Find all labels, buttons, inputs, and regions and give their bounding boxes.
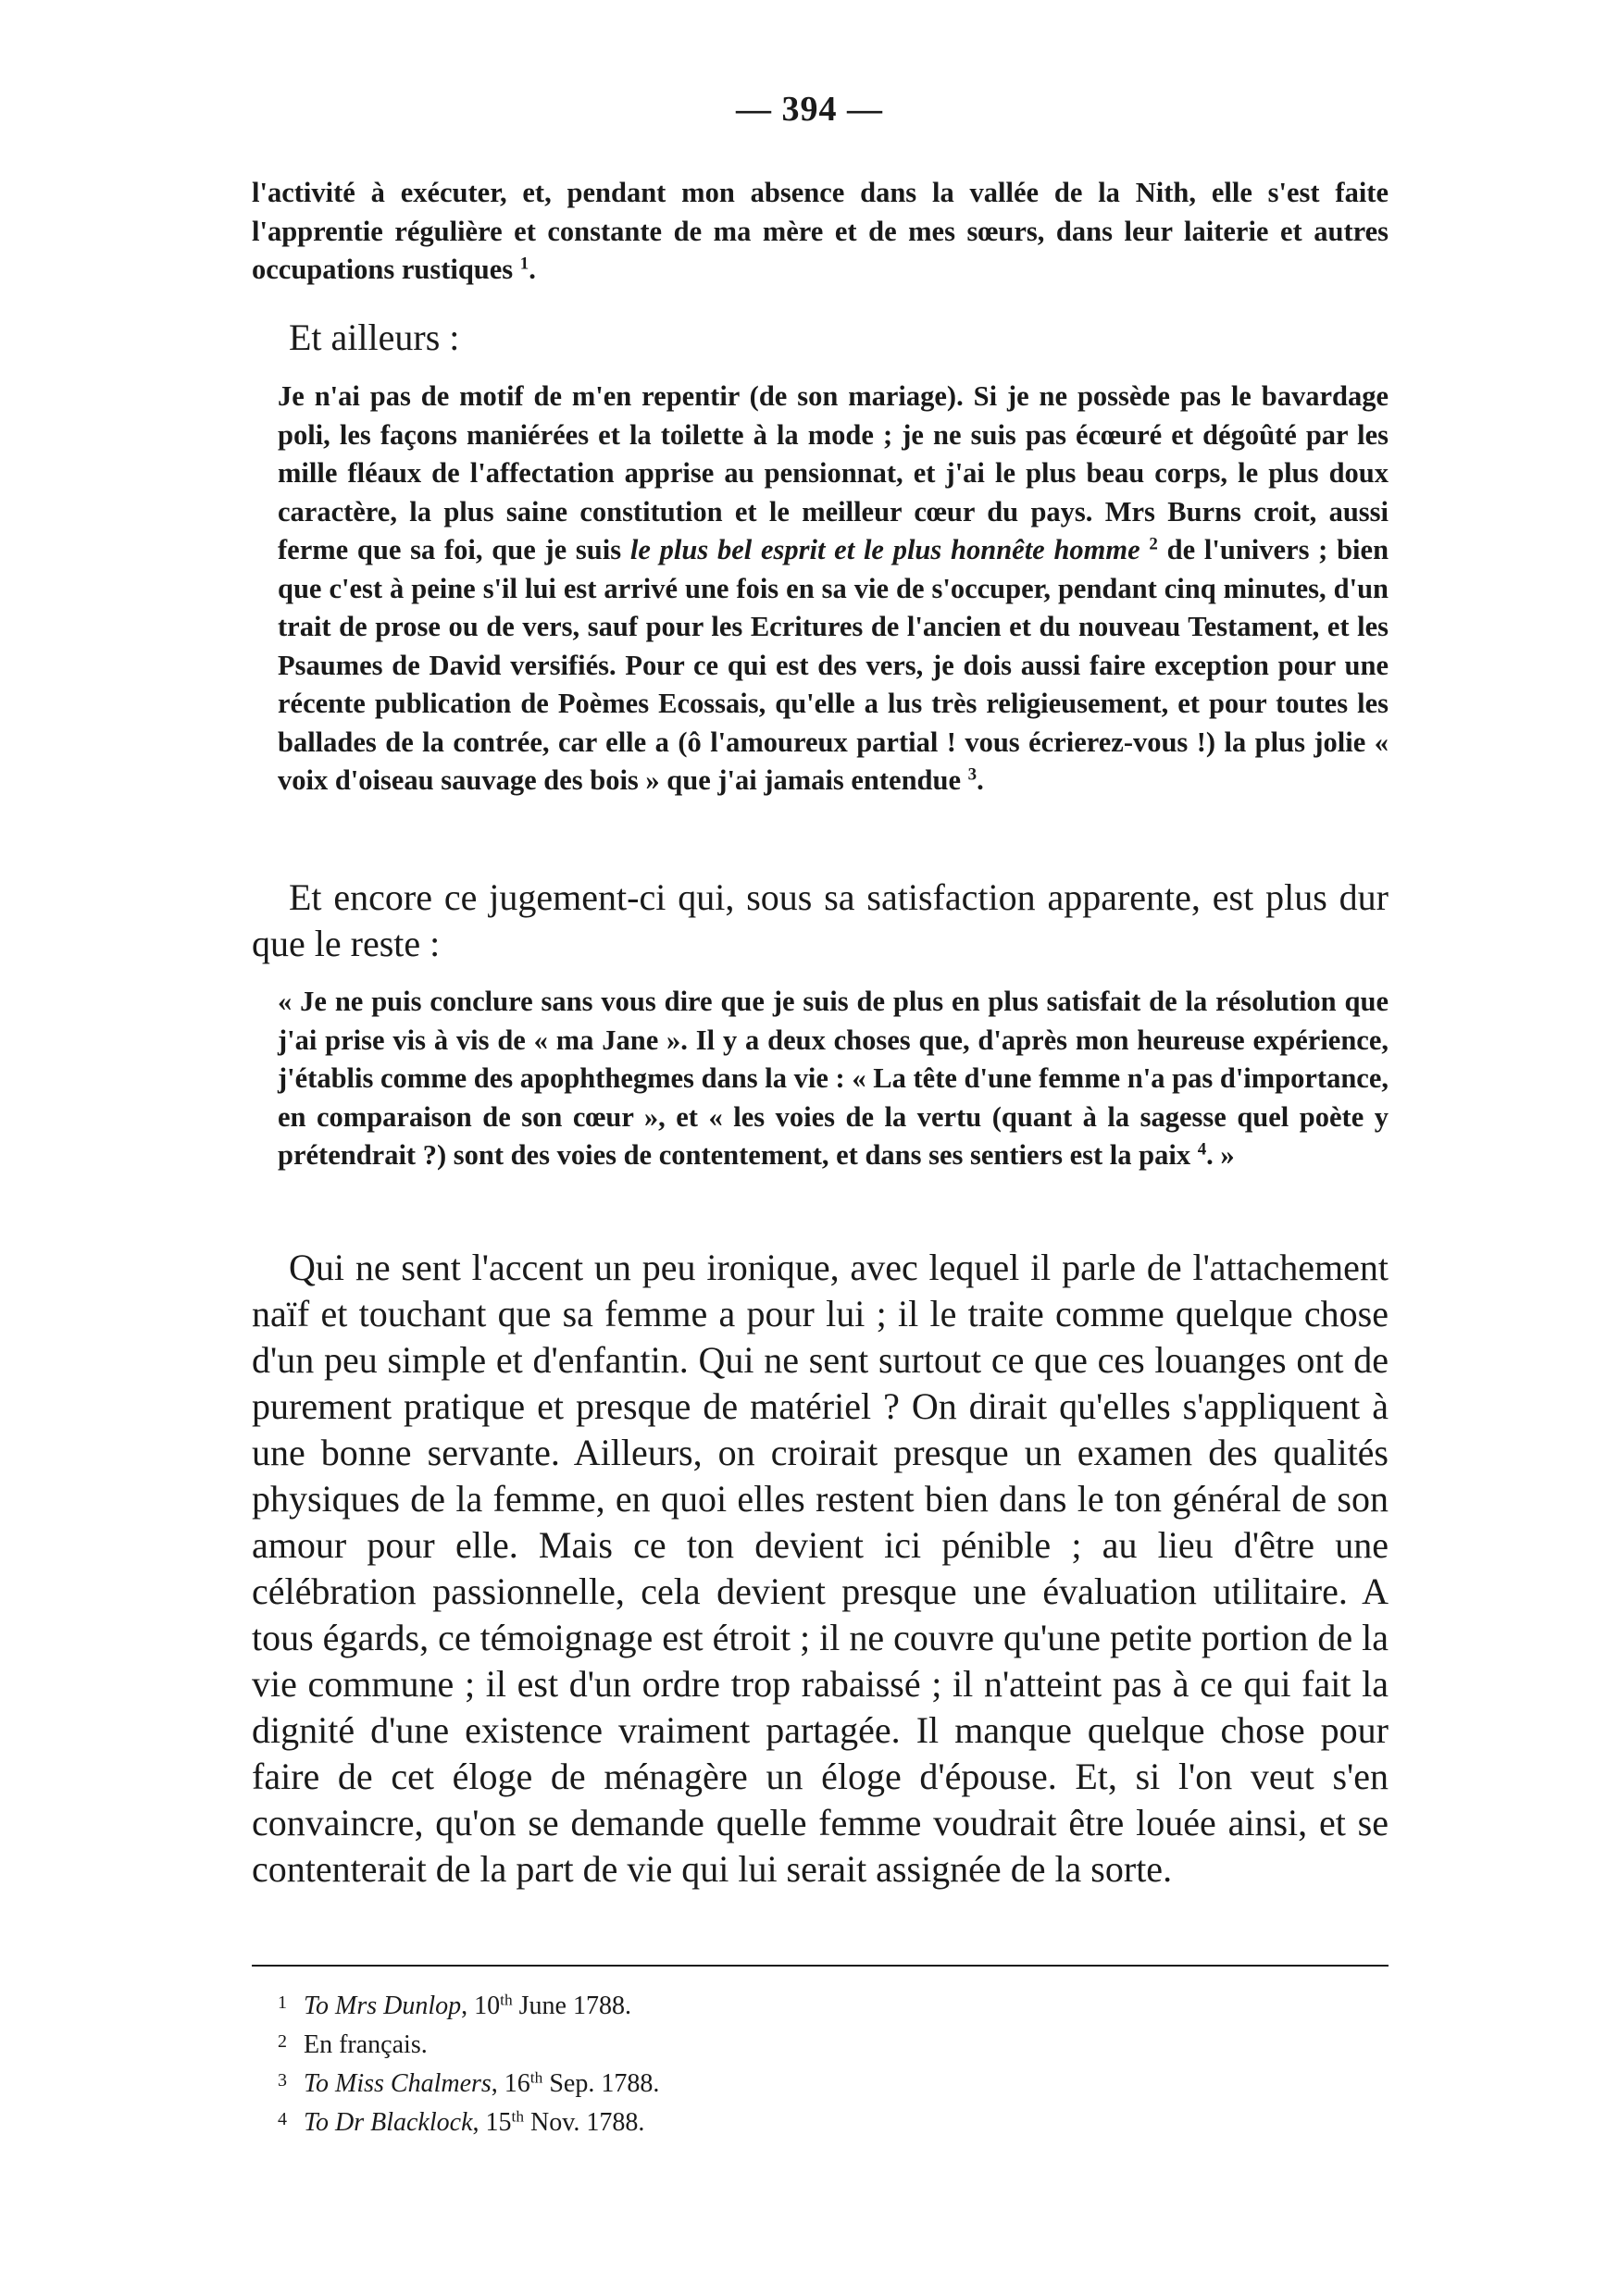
footnote-day: 16: [504, 2069, 530, 2098]
footnote-date: June 1788.: [512, 1992, 631, 2020]
footnote-mark: 4: [278, 2109, 287, 2129]
paragraph-end: .: [529, 254, 536, 285]
footnote-item: [278, 2024, 1296, 2063]
quote-end: .: [977, 764, 984, 796]
footnote-ref: 2: [1149, 534, 1158, 554]
footnote-item: [278, 2102, 1296, 2141]
footnote-sep: ,: [491, 2069, 504, 2098]
paragraph-continuation: [252, 174, 1389, 290]
footnote-separator: [252, 1965, 1389, 1967]
footnote-ordinal: th: [511, 2107, 525, 2126]
footnote-day: 15: [485, 2108, 512, 2137]
footnote-sep: ,: [461, 1992, 475, 2020]
footnote-day: 10: [474, 1992, 501, 2020]
footnotes: [278, 1985, 1296, 2141]
footnote-mark: 3: [278, 2070, 287, 2091]
footnote-mark: 2: [278, 2031, 287, 2052]
footnote-date: Nov. 1788.: [524, 2108, 645, 2137]
footnote-ref: 4: [1197, 1139, 1207, 1160]
paragraph-main: [252, 1245, 1389, 1893]
footnote-recipient: To Mrs Dunlop: [304, 1992, 462, 2020]
intro-et-encore: [252, 875, 1389, 967]
quotation-1: [278, 378, 1389, 800]
footnote-ref: 1: [519, 254, 529, 274]
footnote-recipient: To Miss Chalmers: [304, 2069, 492, 2098]
paragraph-text: l'activité à exécuter, et, pendant mon absence dans la vallée de la Nith, elle s'est faite l'apprentie régulière et constante de ma mère et de mes sœurs, dans leur laiterie et autres occupations rustiques: [252, 177, 1389, 285]
quote-emphasis: le plus bel esprit et le plus honnête homme: [629, 534, 1140, 565]
footnote-item: [278, 2063, 1296, 2102]
paragraph-text: Qui ne sent l'accent un peu ironique, avec lequel il parle de l'attachement naïf et touchant que sa femme a pour lui ; il le traite comme quelque chose d'un peu simple et d'enfantin. Qui ne sent surtout ce que ces louanges ont de purement pratique et presque de matériel ? On dirait qu'elles s'appliquent à une bonne servante. Ailleurs, on croirait presque un examen des qualités physiques de la femme, en quoi elles restent bien dans le ton général de son amour pour elle. Mais ce ton devient ici pénible ; au lieu d'être une célébration passionnelle, cela devient presque une évaluation utilitaire. A tous égards, ce témoignage est étroit ; il ne couvre qu'une petite portion de la vie commune ; il est d'un ordre trop rabaissé ; il n'atteint pas à ce qui fait la dignité d'une existence vraiment partagée. Il manque quelque chose pour faire de cet éloge de ménagère un éloge d'épouse. Et, si l'on veut s'en convaincre, qu'on se demande quelle femme voudrait être louée ainsi, et se contenterait de la part de vie qui lui serait assignée de la sorte.: [252, 1247, 1389, 1890]
footnote-recipient: To Dr Blacklock: [304, 2108, 473, 2137]
footnote-date: En français.: [304, 2030, 428, 2059]
quotation-2: [278, 983, 1389, 1175]
footnote-item: [278, 1985, 1296, 2024]
footnote-sep: ,: [472, 2108, 486, 2137]
footnote-date: Sep. 1788.: [542, 2069, 660, 2098]
quote-text: « Je ne puis conclure sans vous dire que je suis de plus en plus satisfait de la résolution que j'ai prise vis à vis de « ma Jane ». Il y a deux choses que, d'après mon heureuse expérience, j'établis comme des apophthegmes dans la vie : « La tête d'une femme n'a pas d'importance, en comparaison de son cœur », et « les voies de la vertu (quant à la sagesse quel poète y prétendrait ?) sont des voies de contentement, et dans ses sentiers est la paix: [278, 986, 1389, 1171]
footnote-ordinal: th: [500, 1991, 513, 2009]
paragraph-text: Et ailleurs :: [289, 316, 460, 358]
paragraph-text: Et encore ce jugement-ci qui, sous sa satisfaction apparente, est plus dur que le reste :: [252, 876, 1389, 964]
intro-et-ailleurs: [252, 315, 1389, 361]
quote-text: Je n'ai pas de motif de m'en repentir (de son mariage). Si je ne possède pas le bavardage poli, les façons maniérées et la toilette à la mode ; je ne suis pas écœuré et dégoûté par les mille fléaux de l'affectation apprise au pensionnat, et j'ai le plus beau corps, le plus doux caractère, la plus saine constitution et le meilleur cœur du pays. Mrs Burns croit, aussi ferme que sa foi, que je suis: [278, 380, 1389, 565]
quote-text-continued: de l'univers ; bien que c'est à peine s'il lui est arrivé une fois en sa vie de s'occuper, pendant cinq minutes, d'un trait de prose ou de vers, sauf pour les Ecritures de l'ancien et du nouveau Testament, et les Psaumes de David versifiés. Pour ce qui est des vers, je dois aussi faire exception pour une récente publication de Poèmes Ecossais, qu'elle a lus très religieusement, et pour toutes les ballades de la contrée, car elle a (ô l'amoureux partial ! vous écrierez-vous !) la plus jolie « voix d'oiseau sauvage des bois » que j'ai jamais entendue: [278, 534, 1389, 796]
footnote-ordinal: th: [529, 2068, 543, 2087]
footnote-mark: 1: [278, 1992, 287, 2013]
footnote-ref: 3: [967, 764, 978, 785]
page-number: — 394 —: [736, 90, 883, 129]
quote-end: . »: [1206, 1139, 1235, 1171]
